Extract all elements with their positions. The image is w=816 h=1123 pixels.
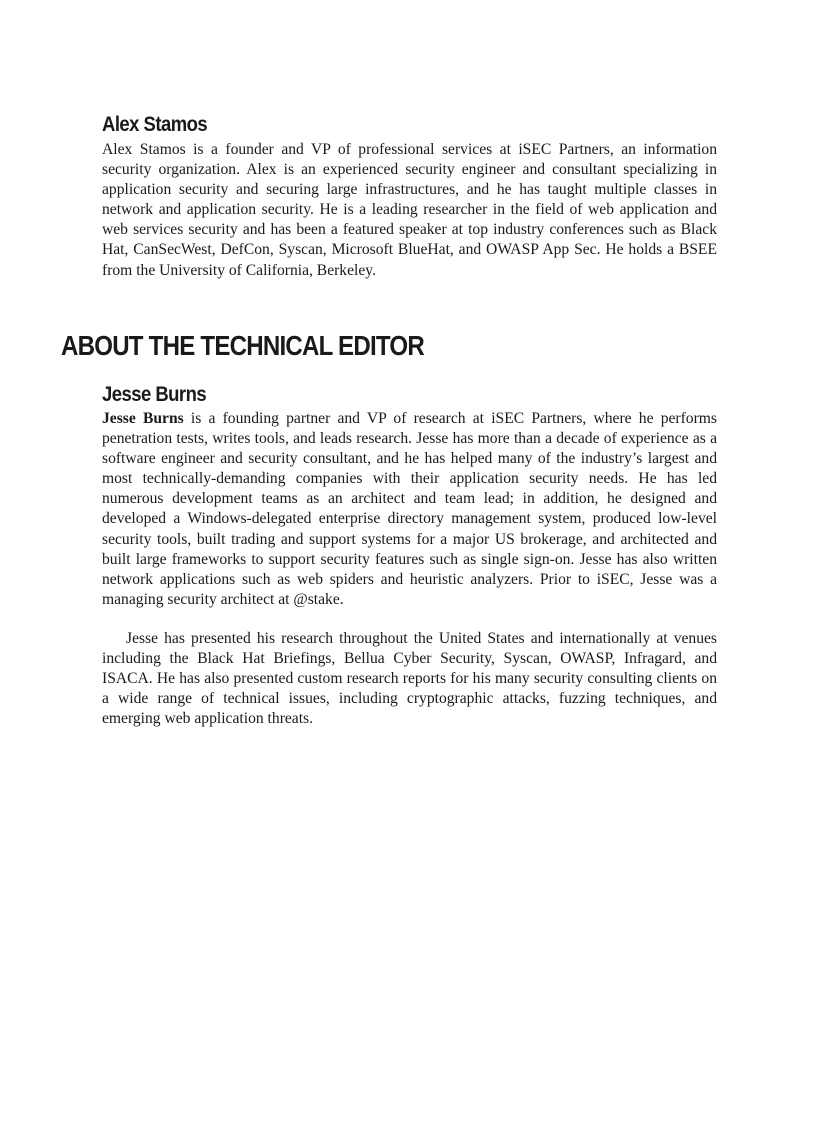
editor-bio-paragraph-2: Jesse has presented his research throughout the United States and internationally at venues including the Black Hat Briefings, Bellua Cyber Security, Syscan, OWASP, Infragard, and ISACA. He has also presented custom research reports for his many security consulting clients on a wide range of technical issues, including cryptographic attacks, fuzzing techniques, and emerging web application threats. xyxy=(102,630,717,728)
section-title: ABOUT THE TECHNICAL EDITOR xyxy=(61,330,424,361)
editor-lead-name: Jesse Burns xyxy=(102,410,184,427)
editor-bio-paragraph-1-text: is a founding partner and VP of research at iSEC Partners, where he performs penetration tests, writes tools, and leads research. Jesse has more than a decade of experience as a software engineer and security consultant, and he has helped many of the industry’s largest and most technically-demanding companies with their application security needs. He has led numerous development teams as an architect and team lead; in addition, he designed and developed a Windows-delegated enterprise directory management system, produced low-level security tools, built trading and support systems for a major US brokerage, and architected and built large frameworks to support security features such as single sign-on. Jesse has also written network applications such as web spiders and heuristic analyzers. Prior to iSEC, Jesse was a managing security architect at @stake. xyxy=(102,410,717,608)
author-bio-paragraph: Alex Stamos is a founder and VP of professional services at iSEC Partners, an information security organization. Alex is an experienced security engineer and consultant specializing in application security and securing large infrastructures, and he has taught multiple classes in network and application security. He is a leading researcher in the field of web application and web services security and has been a featured speaker at top industry conferences such as Black Hat, CanSecWest, DefCon, Syscan, Microsoft BlueHat, and OWASP App Sec. He holds a BSEE from the University of California, Berkeley. xyxy=(102,141,717,279)
author-name-heading: Alex Stamos xyxy=(102,113,208,136)
editor-bio-paragraph-1 xyxy=(102,409,717,610)
editor-name-heading: Jesse Burns xyxy=(102,383,207,406)
